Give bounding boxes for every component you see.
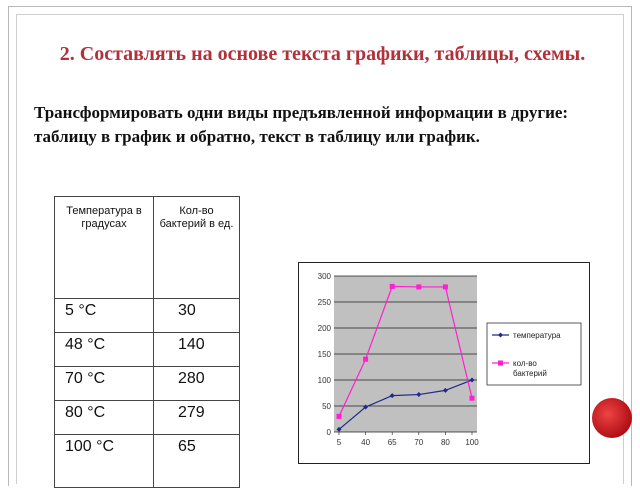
slide-body-text: Трансформировать одни виды предъявленной информации в другие: таблицу в график и обратно, текст в таблицу или график. bbox=[34, 103, 569, 146]
line-chart bbox=[298, 262, 590, 464]
legend-label: бактерий bbox=[513, 369, 547, 378]
table-cell: 279 bbox=[154, 401, 240, 435]
table-row bbox=[55, 401, 240, 435]
table-header-row bbox=[55, 197, 240, 299]
y-tick-label: 0 bbox=[326, 428, 331, 437]
table-cell: 30 bbox=[154, 299, 240, 333]
legend-label: кол-во bbox=[513, 359, 537, 368]
slide-title: 2. Составлять на основе текста графики, таблицы, схемы. bbox=[59, 43, 586, 65]
x-tick-label: 70 bbox=[414, 438, 424, 447]
table-cell: 280 bbox=[154, 367, 240, 401]
table-cell: 70 °С bbox=[55, 367, 154, 401]
chart-canvas bbox=[299, 263, 589, 463]
data-table bbox=[54, 196, 240, 488]
table-header-temperature: Температура в градусах bbox=[55, 197, 154, 299]
y-tick-label: 100 bbox=[317, 376, 331, 385]
table-header-bacteria: Кол-во бактерий в ед. bbox=[154, 197, 240, 299]
table-row bbox=[55, 333, 240, 367]
data-point bbox=[337, 414, 342, 419]
table-cell: 80 °С bbox=[55, 401, 154, 435]
data-point bbox=[363, 357, 368, 362]
data-point bbox=[390, 284, 395, 289]
legend-marker bbox=[498, 361, 503, 366]
table-row bbox=[55, 299, 240, 333]
x-tick-label: 80 bbox=[440, 438, 450, 447]
table-cell: 100 °С bbox=[55, 435, 154, 488]
y-tick-label: 150 bbox=[317, 350, 331, 359]
table-cell: 140 bbox=[154, 333, 240, 367]
data-point bbox=[443, 284, 448, 289]
data-point bbox=[416, 284, 421, 289]
table-cell: 5 °С bbox=[55, 299, 154, 333]
table-cell: 48 °С bbox=[55, 333, 154, 367]
table-cell: 65 bbox=[154, 435, 240, 488]
x-tick-label: 40 bbox=[361, 438, 371, 447]
x-tick-label: 5 bbox=[336, 438, 342, 447]
y-tick-label: 250 bbox=[317, 298, 331, 307]
table-row bbox=[55, 367, 240, 401]
x-tick-label: 65 bbox=[387, 438, 397, 447]
x-tick-label: 100 bbox=[465, 438, 479, 447]
decorative-circle bbox=[592, 398, 632, 438]
data-point bbox=[470, 396, 475, 401]
y-tick-label: 50 bbox=[322, 402, 331, 411]
y-tick-label: 200 bbox=[317, 324, 331, 333]
y-tick-label: 300 bbox=[317, 272, 331, 281]
legend-label: температура bbox=[513, 331, 561, 340]
